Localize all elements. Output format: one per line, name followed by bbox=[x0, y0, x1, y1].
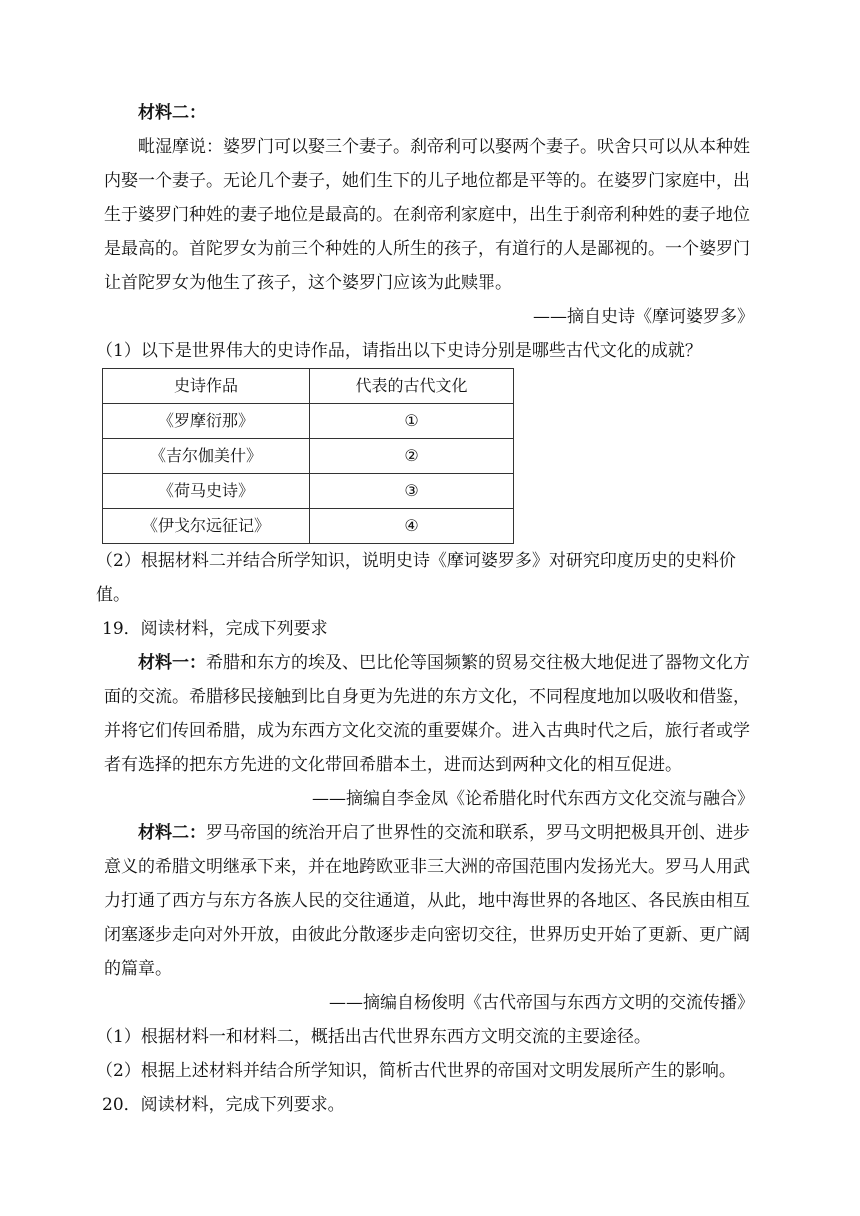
q19-material1-text: 希腊和东方的埃及、巴比伦等国频繁的贸易交往极大地促进了器物文化方面的交流。希腊移民接触到比自身更为先进的东方文化，不同程度地加以吸收和借鉴，并将它们传回希腊，成为东西方文化交流的重要媒介。进入古典时代之后，旅行者或学者有选择的把东方先进的文化带回希腊本土，进而达到两种文化的相互促进。 bbox=[104, 653, 750, 775]
material2-text: 毗湿摩说：婆罗门可以娶三个妻子。刹帝利可以娶两个妻子。吠舍只可以从本种姓内娶一个妻子。无论几个妻子，她们生下的儿子地位都是平等的。在婆罗门家庭中，出生于婆罗门种姓的妻子地位是最高的。在刹帝利家庭中，出生于刹帝利种姓的妻子地位是最高的。首陀罗女为前三个种姓的人所生的孩子，有道行的人是鄙视的。一个婆罗门让首陀罗女为他生了孩子，这个婆罗门应该为此赎罪。 bbox=[104, 137, 750, 293]
table-row bbox=[103, 474, 514, 509]
q19-material2-source: ——摘编自杨俊明《古代帝国与东西方文明的交流传播》 bbox=[329, 993, 754, 1013]
table-cell: ④ bbox=[310, 509, 514, 544]
question-19-1: （1）根据材料一和材料二，概括出古代世界东西方文明交流的主要途径。 bbox=[96, 1027, 651, 1047]
material2-label: 材料二： bbox=[138, 103, 206, 123]
question-18-2: （2）根据材料二并结合所学知识，说明史诗《摩诃婆罗多》对研究印度历史的史料价值。 bbox=[96, 551, 736, 605]
table-cell: 《罗摩衍那》 bbox=[103, 404, 310, 439]
material2-source: ——摘自史诗《摩诃婆罗多》 bbox=[533, 307, 754, 327]
table-header-cell: 史诗作品 bbox=[103, 369, 310, 404]
epic-table bbox=[102, 368, 514, 544]
question-20-title: 20．阅读材料，完成下列要求。 bbox=[102, 1095, 345, 1115]
table-header-cell: 代表的古代文化 bbox=[310, 369, 514, 404]
question-18-1: （1）以下是世界伟大的史诗作品，请指出以下史诗分别是哪些古代文化的成就？ bbox=[96, 341, 702, 361]
q19-material2 bbox=[104, 816, 754, 986]
table-row bbox=[103, 439, 514, 474]
q19-material2-label: 材料二： bbox=[138, 823, 206, 843]
table-cell: ③ bbox=[310, 474, 514, 509]
table-cell: 《荷马史诗》 bbox=[103, 474, 310, 509]
table-cell: 《伊戈尔远征记》 bbox=[103, 509, 310, 544]
document-page bbox=[96, 96, 754, 1122]
q19-material1-source: ——摘编自李金凤《论希腊化时代东西方文化交流与融合》 bbox=[312, 789, 754, 809]
question-19-2: （2）根据上述材料并结合所学知识，简析古代世界的帝国对文明发展所产生的影响。 bbox=[96, 1061, 736, 1081]
table-header-row bbox=[103, 369, 514, 404]
q19-material2-text: 罗马帝国的统治开启了世界性的交流和联系，罗马文明把极具开创、进步意义的希腊文明继承下来，并在地跨欧亚非三大洲的帝国范围内发扬光大。罗马人用武力打通了西方与东方各族人民的交往通道，从此，地中海世界的各地区、各民族由相互闭塞逐步走向对外开放，由彼此分散逐步走向密切交往，世界历史开始了更新、更广阔的篇章。 bbox=[104, 823, 750, 979]
table-cell: ① bbox=[310, 404, 514, 439]
table-row bbox=[103, 509, 514, 544]
table-cell: 《吉尔伽美什》 bbox=[103, 439, 310, 474]
q19-material1-label: 材料一： bbox=[138, 653, 206, 673]
table-cell: ② bbox=[310, 439, 514, 474]
table-row bbox=[103, 404, 514, 439]
q19-material1 bbox=[104, 646, 754, 782]
question-19-title: 19．阅读材料，完成下列要求 bbox=[102, 619, 328, 639]
